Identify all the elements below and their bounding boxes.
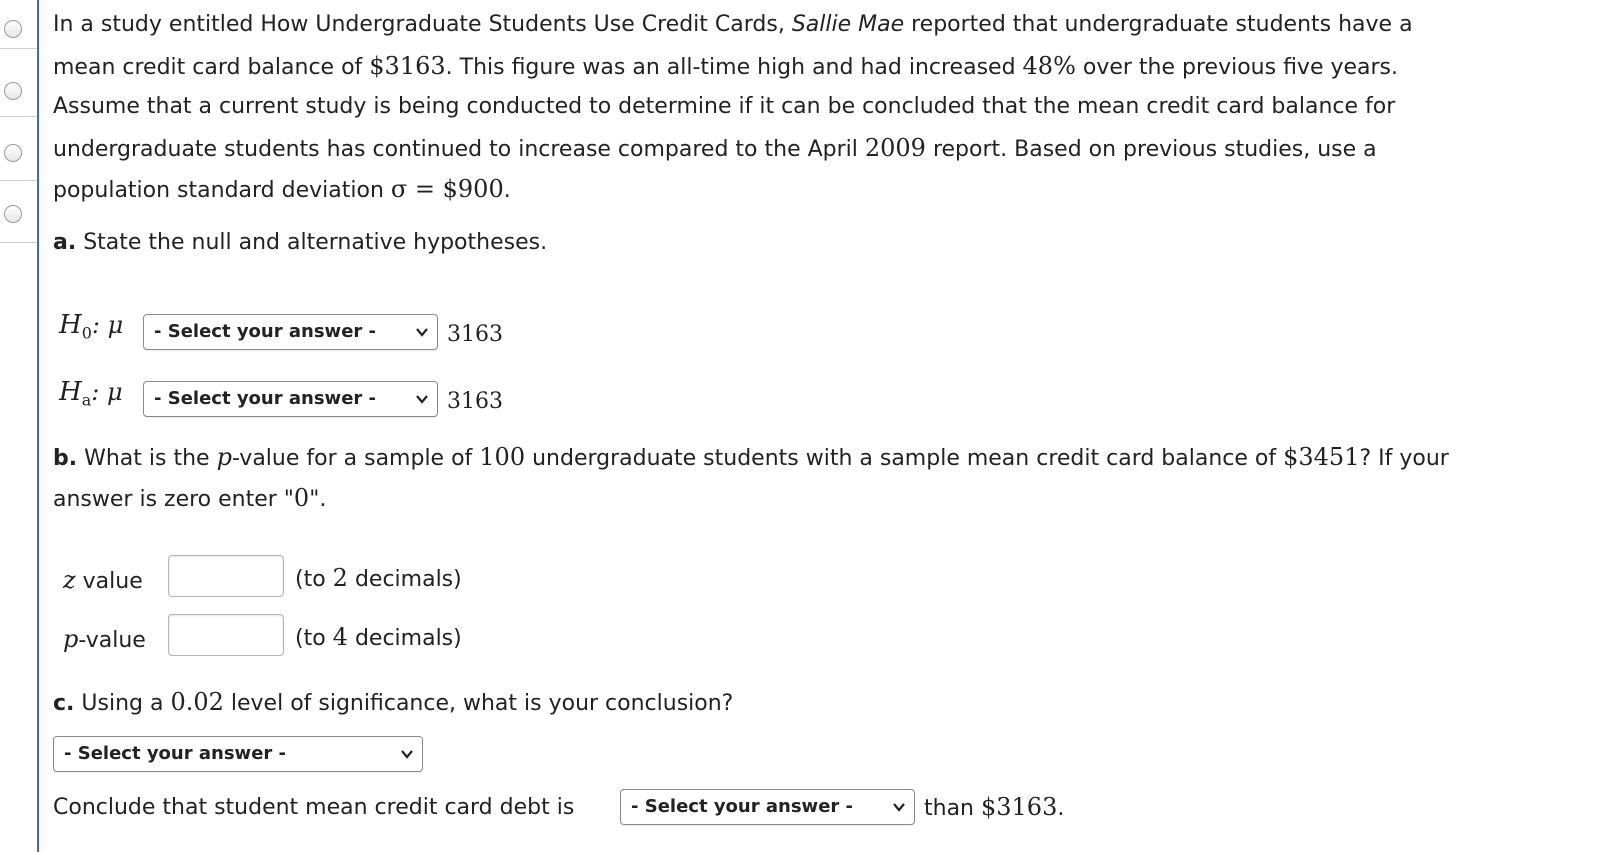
p-value-label: p-value: [63, 625, 146, 653]
chevron-down-icon: [892, 800, 906, 814]
answer-rail: [0, 0, 39, 852]
ha-value: 3163: [447, 389, 503, 414]
intro-line-5: population standard deviation σ = $900.: [53, 175, 511, 203]
p-value-hint: (to 4 decimals): [295, 623, 462, 651]
chevron-down-icon: [400, 747, 414, 761]
conclude-tail: than $3163.: [924, 793, 1065, 821]
z-value-hint: (to 2 decimals): [295, 564, 462, 592]
debt-comparison-select[interactable]: - Select your answer -: [620, 789, 915, 825]
rail-divider: [0, 242, 37, 243]
intro-line-4: undergraduate students has continued to increase compared to the April 2009 report. Based on previous studies, use a: [53, 134, 1377, 162]
z-value-input[interactable]: [168, 555, 284, 597]
h0-value: 3163: [447, 322, 503, 347]
rail-divider: [0, 116, 37, 117]
rail-divider: [0, 180, 37, 181]
chevron-down-icon: [415, 325, 429, 339]
intro-line-1: In a study entitled How Undergraduate Students Use Credit Cards, Sallie Mae reported that undergraduate students have a: [53, 12, 1413, 37]
intro-line-3: Assume that a current study is being conducted to determine if it can be concluded that the mean credit card balance for: [53, 94, 1396, 119]
ha-label: $H_a$: μ: [59, 377, 123, 410]
radio-option-2[interactable]: [4, 82, 22, 100]
radio-option-3[interactable]: [4, 144, 22, 162]
ha-operator-select[interactable]: - Select your answer -: [143, 381, 438, 417]
part-c-prompt: c. Using a 0.02 level of significance, what is your conclusion?: [53, 688, 734, 716]
rail-divider: [0, 48, 37, 49]
chevron-down-icon: [415, 392, 429, 406]
intro-line-2: mean credit card balance of $3163. This figure was an all-time high and had increased 48% over the previous five years.: [53, 52, 1399, 80]
h0-operator-select[interactable]: - Select your answer -: [143, 314, 438, 350]
z-value-label: z value: [63, 566, 143, 594]
conclude-text: Conclude that student mean credit card debt is: [53, 795, 575, 820]
radio-option-4[interactable]: [4, 205, 22, 223]
radio-option-1[interactable]: [4, 20, 22, 38]
part-b-prompt-line-1: b. What is the p-value for a sample of 100 undergraduate students with a sample mean credit card balance of $3451? If your: [53, 443, 1449, 471]
sallie-mae: Sallie Mae: [791, 12, 905, 37]
h0-label: $H_0$: μ: [59, 310, 124, 343]
part-a-prompt: a. State the null and alternative hypotheses.: [53, 230, 548, 255]
p-value-input[interactable]: [168, 614, 284, 656]
conclusion-select[interactable]: - Select your answer -: [53, 736, 423, 772]
part-b-prompt-line-2: answer is zero enter "0".: [53, 484, 327, 512]
